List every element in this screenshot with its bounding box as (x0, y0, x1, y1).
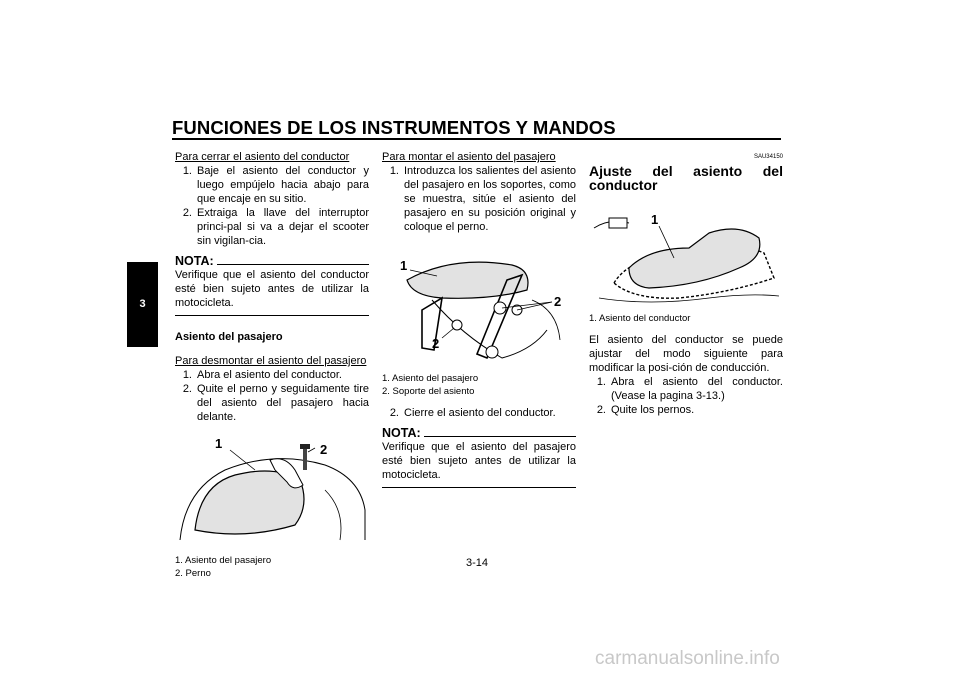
figure-label: 2 (554, 294, 562, 309)
adjust-step-2 (589, 403, 783, 417)
step-text: Quite los pernos. (611, 404, 695, 416)
section-title: Ajuste del asiento del conductor (589, 163, 783, 193)
figure-label: 1 (651, 212, 659, 227)
chapter-tab: 3 (127, 262, 158, 347)
remove-seat-heading: Para desmontar el asiento del pasajero (175, 355, 367, 367)
remove-step-1 (175, 368, 369, 382)
section-code: SAU34150 (753, 154, 783, 160)
nota-heading (382, 426, 576, 440)
mount-seat-heading: Para montar el asiento del pasajero (382, 151, 556, 163)
step-number: 1. (389, 165, 399, 177)
close-step-2 (175, 206, 369, 248)
seat-mount-figure (382, 240, 576, 368)
step-number: 2. (389, 407, 399, 419)
adjust-step-1 (589, 375, 783, 403)
page-number: 3-14 (466, 557, 489, 569)
caption: 2. Soporte del asiento (382, 386, 475, 397)
figure-label: 2 (320, 442, 328, 457)
column-1 (175, 150, 369, 580)
close-step-1 (175, 164, 369, 206)
step-number: 2. (596, 404, 606, 416)
close-seat-heading: Para cerrar el asiento del conductor (175, 151, 350, 163)
column-3 (589, 150, 783, 417)
caption: 1. Asiento del conductor (589, 313, 691, 324)
step-number: 1. (596, 376, 606, 388)
remove-step-2 (175, 382, 369, 424)
column-2 (382, 150, 576, 488)
nota-text: Verifique que el asiento del conductor esté bien sujeto antes de utilizar la motocicleta. (175, 268, 369, 316)
step-text: Extraiga la llave del interruptor princi-pal si va a dejar el scooter sin vigilan-cia. (197, 207, 369, 247)
passenger-seat-title: Asiento del pasajero (175, 331, 283, 343)
step-number: 1. (182, 369, 192, 381)
caption: 1. Asiento del pasajero (175, 555, 272, 566)
figure-label: 1 (215, 436, 223, 451)
mount-step-2 (382, 406, 576, 420)
step-text: Cierre el asiento del conductor. (404, 407, 556, 419)
caption: 1. Asiento del pasajero (382, 373, 479, 384)
nota-label: NOTA: (175, 254, 214, 268)
nota-heading (175, 254, 369, 268)
page-header: FUNCIONES DE LOS INSTRUMENTOS Y MANDOS (172, 117, 616, 138)
caption: 2. Perno (175, 568, 211, 579)
passenger-seat-figure (175, 430, 369, 550)
nota-text: Verifique que el asiento del pasajero esté bien sujeto antes de utilizar la motocicleta. (382, 440, 576, 488)
step-text: Abra el asiento del conductor. (197, 369, 342, 381)
step-text: Quite el perno y seguidamente tire del asiento del pasajero hacia delante. (197, 383, 369, 423)
step-text: Introduzca los salientes del asiento del pasajero en los soportes, como se muestra, sitúe el asiento del pasajero en su posición original y coloque el perno. (404, 165, 576, 233)
watermark: carmanualsonline.info (595, 648, 780, 669)
figure-label: 1 (400, 258, 408, 273)
paragraph: El asiento del conductor se puede ajustar del modo siguiente para modificar la posi-ción de conducción. (589, 334, 783, 374)
step-text: Abra el asiento del conductor. (Vease la pagina 3-13.) (611, 376, 783, 402)
mount-step-1 (382, 164, 576, 234)
header-rule (172, 138, 781, 140)
step-number: 2. (182, 383, 192, 395)
nota-label: NOTA: (382, 426, 421, 440)
figure-label: 2 (432, 336, 440, 351)
step-number: 1. (182, 165, 192, 177)
rider-seat-figure (589, 198, 783, 308)
step-text: Baje el asiento del conductor y luego empújelo hacia abajo para que encaje en su sitio. (197, 165, 369, 205)
step-number: 2. (182, 207, 192, 219)
